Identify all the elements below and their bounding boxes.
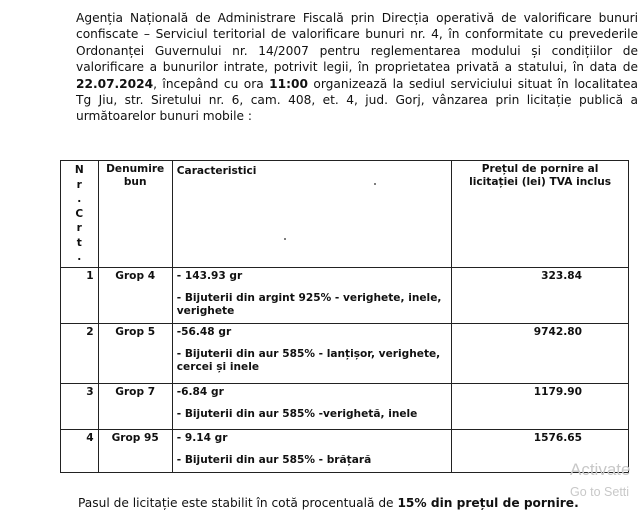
row-caracteristici	[172, 383, 451, 429]
activation-watermark-title: Activate	[570, 460, 631, 479]
footer-paragraph	[78, 496, 579, 510]
footer-bold: 15% din prețul de pornire.	[397, 496, 579, 510]
header-nr-crt	[61, 161, 99, 268]
row-descriere: - Bijuterii din aur 585% - lanțișor, verighete, cercei și inele	[176, 347, 441, 373]
items-table	[60, 160, 629, 473]
table-row	[61, 383, 629, 429]
table-header-row	[61, 161, 629, 268]
row-greutate: - 143.93 gr	[176, 269, 243, 282]
header-nr-letter: N	[74, 164, 84, 176]
row-nr: 2	[61, 323, 99, 383]
intro-text-1: Agenția Națională de Administrare Fiscală prin Direcția operativă de valorificare bunuri confiscate – Serviciul teritorial de valorificare bunuri nr. 4, în conformitate cu prevederile Ordonanței Guvernului nr. 14/2007 pentru reglementarea modului și condițiilor de valorificare a bunurilor intrate, potrivit legii, în proprietatea privată a statului, în data de	[76, 11, 638, 75]
intro-text-2: , începând cu ora	[153, 76, 270, 91]
table-row	[61, 323, 629, 383]
row-nr: 3	[61, 383, 99, 429]
header-nr-letter: .	[77, 251, 82, 263]
row-pret: 1179.90	[452, 383, 629, 429]
table-row	[61, 429, 629, 472]
row-caracteristici	[172, 429, 451, 472]
scan-speck	[374, 183, 376, 185]
row-caracteristici	[172, 323, 451, 383]
row-caracteristici	[172, 267, 451, 323]
intro-text-3: organizează la sediul serviciului situat în localitatea Tg Jiu, str. Siretului nr. 6, cam. 408, et. 4, jud. Gorj, vânzarea prin licitație publică a următoarelor bunuri mobile :	[76, 76, 638, 124]
row-denumire: Grop 7	[98, 383, 172, 429]
table-row	[61, 267, 629, 323]
header-nr-letter: .	[77, 193, 82, 205]
row-pret: 1576.65	[452, 429, 629, 472]
header-denumire: Denumire bun	[98, 161, 172, 268]
header-nr-letter: t	[76, 236, 82, 249]
header-nr-letter: r	[76, 222, 82, 234]
row-greutate: - 9.14 gr	[176, 431, 228, 444]
row-greutate: -6.84 gr	[176, 385, 224, 398]
row-descriere: - Bijuterii din aur 585% -verighetă, inele	[176, 407, 418, 420]
scan-speck	[284, 238, 286, 240]
row-denumire: Grop 95	[98, 429, 172, 472]
row-nr: 4	[61, 429, 99, 472]
auction-date: 22.07.2024	[76, 76, 154, 91]
footer-text: Pasul de licitație este stabilit în cotă procentuală de	[78, 496, 398, 510]
header-caracteristici: Caracteristici	[172, 161, 451, 268]
row-nr: 1	[61, 267, 99, 323]
activation-watermark-subtitle: Go to Setti	[570, 485, 630, 499]
row-greutate: -56.48 gr	[176, 325, 232, 338]
row-pret: 323.84	[452, 267, 629, 323]
row-descriere: - Bijuterii din aur 585% - brățară	[176, 453, 372, 466]
row-denumire: Grop 4	[98, 267, 172, 323]
intro-paragraph	[76, 10, 638, 125]
header-nr-letter: C	[75, 207, 84, 220]
row-pret: 9742.80	[452, 323, 629, 383]
row-denumire: Grop 5	[98, 323, 172, 383]
auction-time: 11:00	[269, 76, 308, 91]
header-nr-letter: r	[76, 178, 82, 191]
header-pret: Prețul de pornire al licitației (lei) TVA inclus	[452, 161, 629, 268]
row-descriere: - Bijuterii din argint 925% - verighete, inele, verighete	[176, 291, 442, 317]
